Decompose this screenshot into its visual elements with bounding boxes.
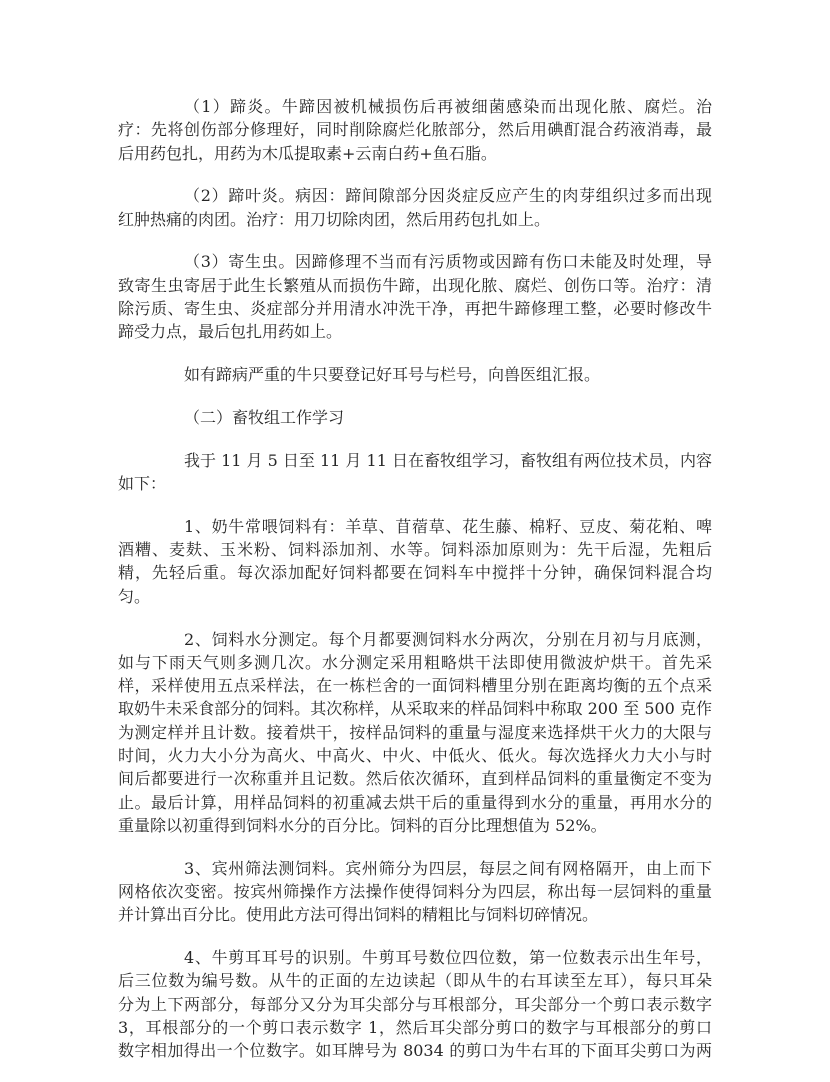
text-line: 酒糟、麦麸、玉米粉、饲料添加剂、水等。饲料添加原则为：先干后湿，先粗后: [118, 540, 712, 560]
paragraph: [118, 406, 712, 429]
paragraph: [118, 515, 712, 608]
text-line: 如有蹄病严重的牛只要登记好耳号与栏号，向兽医组汇报。: [184, 365, 601, 385]
document-page-body: [118, 95, 712, 1082]
text-line: 为测定样并且计数。接着烘干，按样品饲料的重量与湿度来选择烘干火力的大限与: [118, 722, 712, 742]
text-line: （1）蹄炎。牛蹄因被机械损伤后再被细菌感染而出现化脓、腐烂。治: [184, 97, 712, 116]
text-line: 间后都要进行一次称重并且记数。然后依次循环，直到样品饲料的重量衡定不变为: [118, 769, 712, 789]
text-line: 并计算出百分比。使用此方法可得出饲料的精粗比与饲料切碎情况。: [118, 905, 599, 925]
paragraph: [118, 184, 712, 231]
text-line: 如下：: [118, 474, 167, 494]
text-line: 时间，火力大小分为高火、中高火、中火、中低火、低火。每次选择火力大小与时: [118, 746, 712, 766]
text-line: 如与下雨天气则多测几次。水分测定采用粗略烘干法即使用微波炉烘干。首先采: [118, 652, 712, 672]
text-line: 1、奶牛常喂饲料有：羊草、苜蓿草、花生藤、棉籽、豆皮、菊花粕、啤: [184, 516, 712, 536]
text-line: 疗：先将创伤部分修理好，同时削除腐烂化脓部分，然后用碘酊混合药液消毒，最: [118, 120, 712, 140]
text-line: 3，耳根部分的一个剪口表示数字 1，然后耳尖部分剪口的数字与耳根部分的剪口: [118, 1018, 712, 1037]
paragraph: [118, 250, 712, 343]
text-line: （二）畜牧组工作学习: [184, 407, 345, 427]
text-line: 3、宾州筛法测饲料。宾州筛分为四层，每层之间有网格隔开，由上而下: [184, 858, 712, 878]
text-line: 红肿热痛的肉团。治疗：用刀切除肉团，然后用药包扎如上。: [118, 209, 551, 229]
paragraph: [118, 449, 712, 496]
text-line: 我于 11 月 5 日至 11 月 11 日在畜牧组学习，畜牧组有两位技术员，内容: [184, 450, 712, 470]
text-line: 数字相加得出一个位数字。如耳牌号为 8034 的剪口为牛右耳的下面耳尖剪口为两: [118, 1041, 712, 1061]
paragraph: [118, 363, 712, 386]
text-line: 样，采样使用五点采样法，在一栋栏舍的一面饲料槽里分别在距离均衡的五个点采: [118, 676, 712, 696]
text-line: 除污质、寄生虫、炎症部分并用清水冲洗干净，再把牛蹄修理工整，必要时修改牛: [118, 299, 712, 319]
text-line: 取奶牛未采食部分的饲料。其次称样，从采取来的样品饲料中称取 200 至 500 克作: [118, 699, 712, 719]
text-line: 分为上下两部分，每部分又分为耳尖部分与耳根部分，耳尖部分一个剪口表示数字: [118, 994, 712, 1014]
text-line: 2、饲料水分测定。每个月都要测饲料水分两次，分别在月初与月底测，: [184, 629, 712, 649]
text-line: 匀。: [118, 586, 151, 606]
text-line: 重量除以初重得到饲料水分的百分比。饲料的百分比理想值为 52%。: [118, 815, 607, 835]
paragraph: [118, 628, 712, 838]
paragraph: [118, 946, 712, 1062]
text-line: 精，先轻后重。每次添加配好饲料都要在饲料车中搅拌十分钟，确保饲料混合均: [118, 563, 712, 583]
text-line: 后三位数为编号数。从牛的正面的左边读起（即从牛的右耳读至左耳），每只耳朵: [118, 971, 712, 991]
text-line: 网格依次变密。按宾州筛操作方法操作使得饲料分为四层，称出每一层饲料的重量: [118, 882, 712, 902]
text-line: 蹄受力点，最后包扎用药如上。: [118, 322, 343, 342]
text-line: 后用药包扎，用药为木瓜提取素+云南白药+鱼石脂。: [118, 143, 497, 163]
text-line: （3）寄生虫。因蹄修理不当而有污质物或因蹄有伤口未能及时处理，导: [184, 252, 712, 272]
text-line: 致寄生虫寄居于此生长繁殖从而损伤牛蹄，出现化脓、腐烂、创伤口等。治疗：清: [118, 275, 712, 295]
paragraph: [118, 857, 712, 927]
text-line: 4、牛剪耳耳号的识别。牛剪耳号数位四位数，第一位数表示出生年号，: [184, 948, 712, 968]
text-line: 止。最后计算，用样品饲料的初重减去烘干后的重量得到水分的重量，再用水分的: [118, 792, 712, 812]
text-line: （2）蹄叶炎。病因：蹄间隙部分因炎症反应产生的肉芽组织过多而出现: [184, 186, 712, 206]
paragraph: [118, 95, 712, 165]
